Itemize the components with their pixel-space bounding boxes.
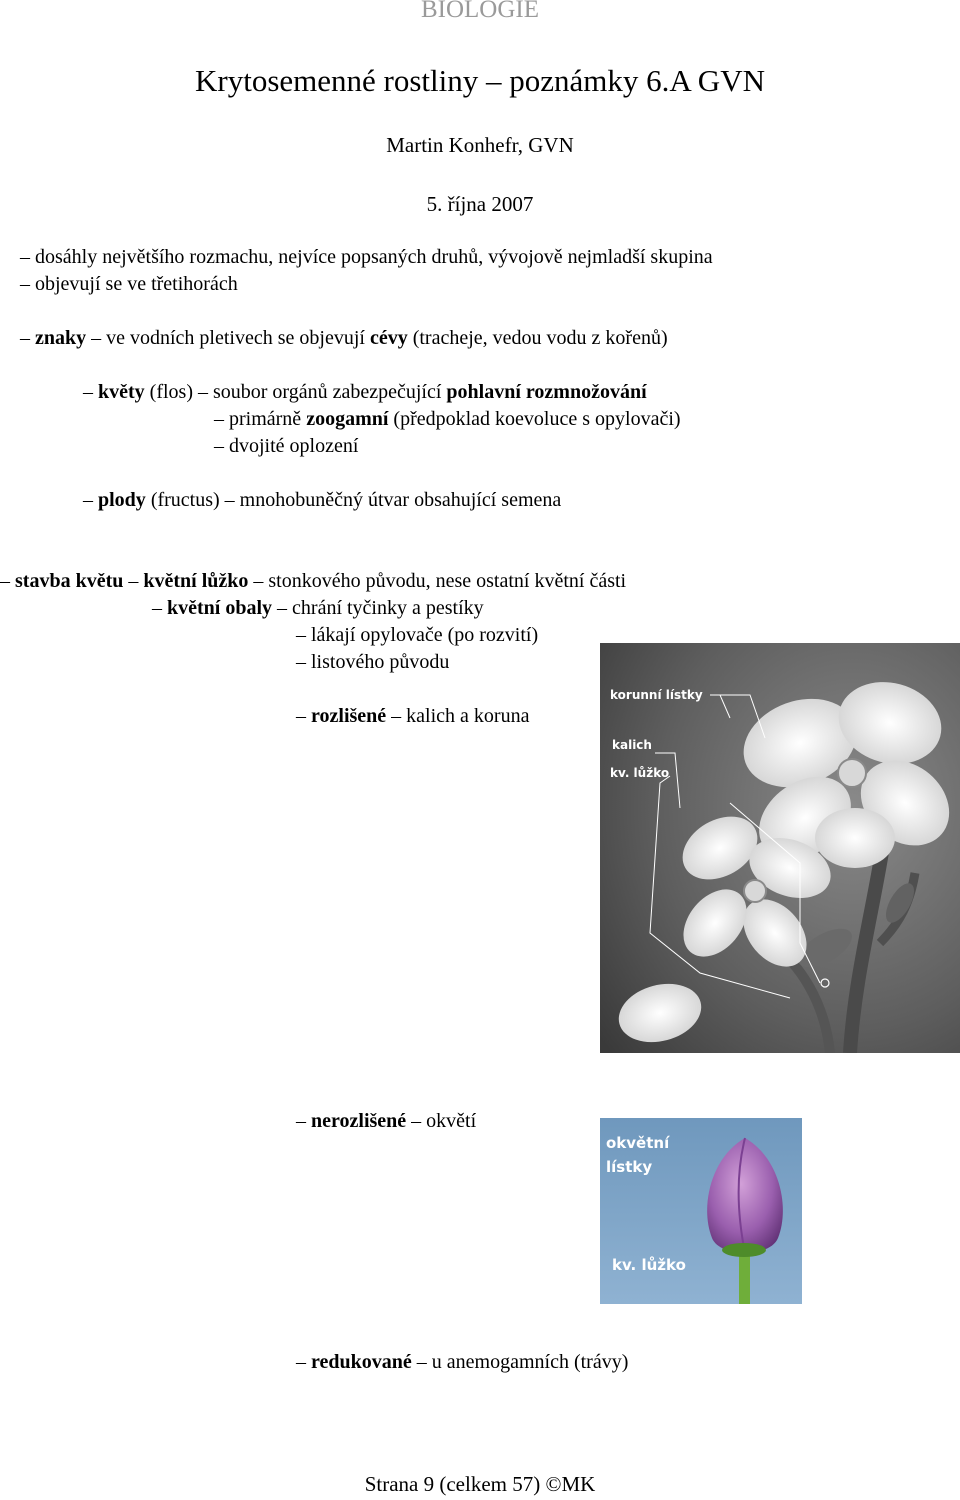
nerozlisene-text: – okvětí	[411, 1110, 477, 1132]
nerozlisene-line	[296, 1110, 476, 1133]
znaky-text-2: (tracheje, vedou vodu z kořenů)	[412, 327, 668, 349]
pohlavni-term: pohlavní rozmnožování	[446, 381, 647, 403]
znaky-label: znaky	[35, 327, 87, 349]
page-footer: Strana 9 (celkem 57) ©MK	[364, 1472, 596, 1496]
dash: –	[83, 381, 93, 403]
rozlisene-label: rozlišené	[311, 705, 387, 727]
obaly-sub-2: – listového původu	[296, 651, 450, 673]
luzko-text: – stonkového původu, nese ostatní květní části	[253, 570, 627, 592]
plody-line	[83, 489, 561, 512]
label-korunni-listky: korunní lístky	[610, 688, 703, 702]
luzko-label: květní lůžko	[143, 570, 249, 592]
obaly-text: – chrání tyčinky a pestíky	[277, 597, 484, 619]
intro-line-1: – dosáhly největšího rozmachu, nejvíce popsaných druhů, vývojově nejmladší skupina	[20, 246, 713, 268]
zoogamni-term: zoogamní	[306, 408, 389, 430]
redukovane-label: redukované	[311, 1351, 412, 1373]
kvety-text: (flos) – soubor orgánů zabezpečující	[149, 381, 442, 403]
label-kalich: kalich	[612, 738, 652, 752]
kvety-label: květy	[98, 381, 145, 403]
dash: –	[83, 489, 93, 511]
dash: –	[128, 570, 139, 592]
tulip-photo	[600, 1118, 802, 1304]
obaly-sub-1: – lákají opylovače (po rozvití)	[296, 624, 539, 646]
flower-photo-svg	[600, 643, 960, 1053]
dash: –	[20, 327, 30, 349]
obaly-line	[152, 597, 484, 620]
plody-label: plody	[98, 489, 146, 511]
kvety-sub-line-2: – dvojité oplození	[214, 435, 359, 457]
rozlisene-text: – kalich a koruna	[391, 705, 530, 727]
kvety-sub-line-1	[214, 408, 681, 431]
obaly-label: květní obaly	[167, 597, 273, 619]
label-okvetni-1: okvětní	[606, 1134, 670, 1152]
header-label: BIOLOGIE	[420, 0, 540, 23]
dash: –	[152, 597, 162, 619]
znaky-text: – ve vodních pletivech se objevují	[91, 327, 365, 349]
label-kv-luzko: kv. lůžko	[610, 766, 670, 780]
date: 5. října 2007	[426, 192, 534, 216]
dash: –	[296, 705, 306, 727]
intro-line-2: – objevují se ve třetihorách	[20, 273, 238, 295]
tulip-photo-svg	[600, 1118, 802, 1304]
label-kv-luzko-2: kv. lůžko	[612, 1256, 686, 1274]
author: Martin Konhefr, GVN	[386, 133, 574, 157]
dash: –	[296, 1351, 306, 1373]
plody-text: (fructus) – mnohobuněčný útvar obsahující semena	[150, 489, 562, 511]
nerozlisene-label: nerozlišené	[311, 1110, 407, 1132]
flower-photo	[600, 643, 960, 1053]
kvety-line	[83, 381, 647, 404]
stavba-label: stavba květu	[15, 570, 124, 592]
znaky-line	[20, 327, 668, 350]
sub-prefix: – primárně	[214, 408, 302, 430]
label-okvetni-2: lístky	[606, 1158, 653, 1176]
stavba-line	[0, 570, 626, 593]
document-title: Krytosemenné rostliny – poznámky 6.A GVN	[195, 63, 765, 98]
dash: –	[0, 570, 10, 592]
redukovane-text: – u anemogamních (trávy)	[416, 1351, 629, 1373]
dash: –	[296, 1110, 306, 1132]
redukovane-line	[296, 1351, 628, 1374]
rozlisene-line	[296, 705, 529, 728]
cevy-term: cévy	[369, 327, 408, 349]
sub-rest: (předpoklad koevoluce s opylovači)	[393, 408, 681, 430]
